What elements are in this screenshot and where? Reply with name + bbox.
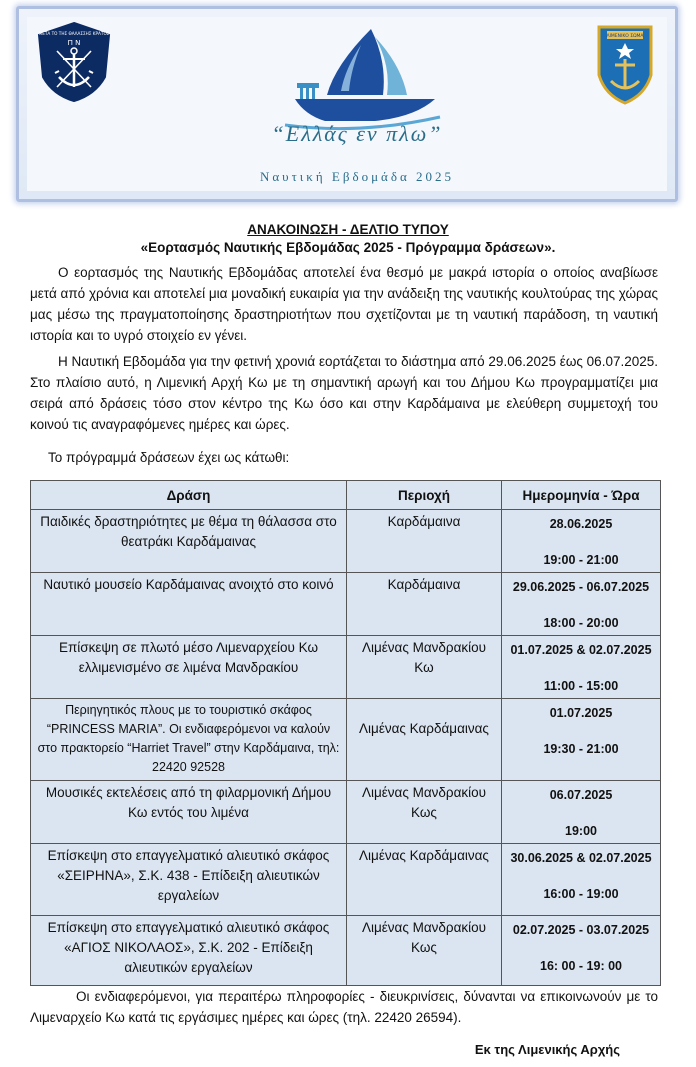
col-header-datetime: Ημερομηνία - Ώρα [502, 481, 661, 510]
header-banner [16, 6, 678, 202]
area-cell: Λιμένας Μανδρακίου Κω [347, 636, 502, 699]
time-value: 19:00 - 21:00 [543, 553, 619, 567]
time-value: 19:00 [565, 824, 597, 838]
datetime-cell [502, 636, 661, 699]
action-cell: Επίσκεψη στο επαγγελματικό αλιευτικό σκάφος «ΣΕΙΡΗΝΑ», Σ.Κ. 438 - Επίδειξη αλιευτικών εργαλείων [31, 844, 347, 916]
col-header-action: Δράση [31, 481, 347, 510]
table-row [31, 781, 661, 844]
date-value: 06.07.2025 [549, 788, 613, 802]
announcement-subtitle: «Εορτασμός Ναυτικής Εβδομάδας 2025 - Πρόγραμμα δράσεων». [140, 240, 556, 255]
area-cell: Καρδάμαινα [347, 510, 502, 573]
signature: Εκ της Λιμενικής Αρχής [474, 1042, 620, 1057]
sailboat-logo-icon [275, 25, 445, 133]
intro-paragraph: Ο εορτασμός της Ναυτικής Εβδομάδας αποτελεί ένα θεσμό με μακρά ιστορία ο οποίος αναβίωσε μετά από χρόνια και αποτελεί μια μοναδική ευκαιρία για την ανάδειξη της ναυτικής κουλτούρας της χώρας μας μέσω της πραγματοποίησης δραστηριοτήτων που σχετίζονται με τη ναυτική παράδοση, τη ναυτική ιστορία και το υγρό στοιχείο εν γένει. [30, 265, 658, 343]
navy-emblem-icon [35, 21, 113, 103]
datetime-cell [502, 844, 661, 916]
date-value: 28.06.2025 [549, 517, 613, 531]
time-value: 11:00 - 15:00 [543, 679, 619, 693]
table-row [31, 844, 661, 916]
area-cell: Λιμένας Μανδρακίου Κως [347, 916, 502, 986]
col-header-area: Περιοχή [347, 481, 502, 510]
datetime-cell [502, 781, 661, 844]
action-cell: Μουσικές εκτελέσεις από τη φιλαρμονική Δήμου Κω εντός του λιμένα [31, 781, 347, 844]
action-cell: Περιηγητικός πλους με το τουριστικό σκάφος “PRINCESS MARIA”. Οι ενδιαφερόμενοι να καλούν στο πρακτορείο “Harriet Travel” στην Καρδάμαινα, τηλ: 22420 92528 [31, 699, 347, 781]
area-cell: Λιμένας Μανδρακίου Κως [347, 781, 502, 844]
time-value: 19:30 - 21:00 [543, 742, 619, 756]
navy-emblem-motto: ΜΕΤΑ ΤΟ ΤΗΣ ΘΑΛΑΣΣΗΣ ΚΡΑΤΟΣ [38, 31, 110, 36]
datetime-cell [502, 573, 661, 636]
table-row [31, 699, 661, 781]
table-row [31, 916, 661, 986]
banner-week-title: Ναυτική Εβδομάδα 2025 [259, 169, 455, 184]
table-row [31, 636, 661, 699]
date-value: 29.06.2025 - 06.07.2025 [512, 580, 650, 594]
area-cell: Καρδάμαινα [347, 573, 502, 636]
datetime-cell [502, 916, 661, 986]
datetime-cell [502, 510, 661, 573]
area-cell: Λιμένας Καρδάμαινας [347, 844, 502, 916]
table-row [31, 573, 661, 636]
program-intro: Το πρόγραμμά δράσεων έχει ως κάτωθι: [48, 450, 290, 465]
time-value: 16:00 - 19:00 [543, 887, 619, 901]
action-cell: Παιδικές δραστηριότητες με θέμα τη θάλασσα στο θεατράκι Καρδάμαινας [31, 510, 347, 573]
date-value: 01.07.2025 & 02.07.2025 [510, 643, 652, 657]
program-table [30, 480, 661, 986]
time-value: 16: 00 - 19: 00 [540, 959, 622, 973]
dates-paragraph: Η Ναυτική Εβδομάδα για την φετινή χρονιά εορτάζεται το διάστημα από 29.06.2025 έως 06.07.2025. Στο πλαίσιο αυτό, η Λιμενική Αρχή Κω με τη σημαντική αρωγή και του Δήμου Κω προγραμματίζει μια σειρά από δράσεις τόσο στον κέντρο της Κω όσο και στην Καρδάμαινα με ελεύθερη συμμετοχή του κοινού τις αναγραφόμενες ημέρες και ώρες. [30, 354, 658, 432]
navy-emblem-letters: Π Ν [67, 39, 81, 47]
banner-motto: “Ελλάς εν πλω” [271, 121, 443, 146]
table-header-row [31, 481, 661, 510]
coast-guard-emblem-icon [595, 23, 655, 105]
datetime-cell [502, 699, 661, 781]
date-value: 30.06.2025 & 02.07.2025 [510, 851, 652, 865]
action-cell: Επίσκεψη στο επαγγελματικό αλιευτικό σκάφος «ΑΓΙΟΣ ΝΙΚΟΛΑΟΣ», Σ.Κ. 202 - Επίδειξη αλιευτικών εργαλείων [31, 916, 347, 986]
announcement-title: ΑΝΑΚΟΙΝΩΣΗ - ΔΕΛΤΙΟ ΤΥΠΟΥ [247, 222, 449, 237]
date-value: 01.07.2025 [549, 706, 613, 720]
action-cell: Ναυτικό μουσείο Καρδάμαινας ανοιχτό στο κοινό [31, 573, 347, 636]
time-value: 18:00 - 20:00 [543, 616, 619, 630]
table-row [31, 510, 661, 573]
banner-background [27, 17, 667, 191]
date-value: 02.07.2025 - 03.07.2025 [512, 923, 650, 937]
area-cell: Λιμένας Καρδάμαινας [347, 699, 502, 781]
closing-paragraph: Οι ενδιαφερόμενοι, για περαιτέρω πληροφορίες - διευκρινίσεις, δύνανται να επικοινωνούν με το Λιμεναρχείο Κω κατά τις εργάσιμες ημέρες και ώρες (τηλ. 22420 26594). [30, 989, 658, 1025]
coast-guard-label: ΛΙΜΕΝΙΚΟ ΣΩΜΑ [606, 34, 644, 39]
action-cell: Επίσκεψη σε πλωτό μέσο Λιμεναρχείου Κω ελλιμενισμένο σε λιμένα Μανδρακίου [31, 636, 347, 699]
